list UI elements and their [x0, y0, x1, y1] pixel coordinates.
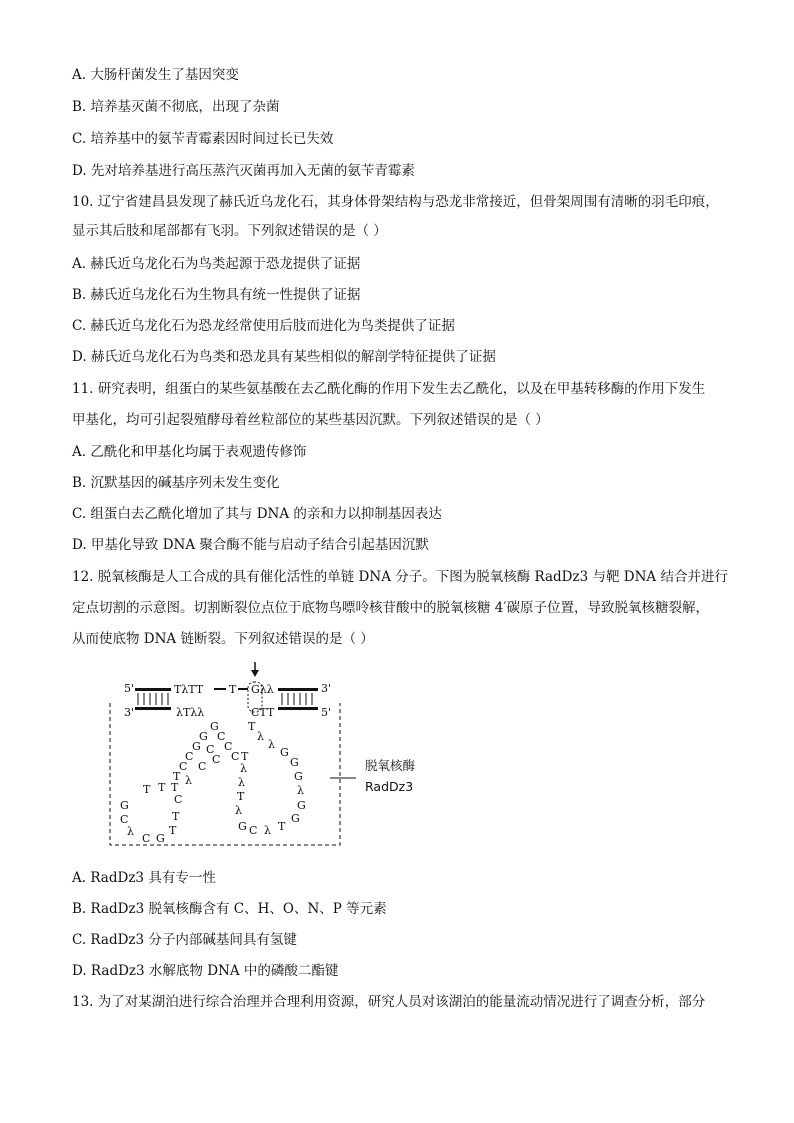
bottom-right-sequence: CTT [251, 706, 275, 719]
q10-option-b: B. 赫氏近乌龙化石为生物具有统一性提供了证据 [72, 287, 361, 303]
svg-text:T: T [278, 820, 286, 833]
top-mid-base: T [229, 683, 237, 696]
svg-text:λ: λ [235, 804, 242, 817]
svg-text:G: G [238, 820, 247, 833]
svg-text:C: C [185, 750, 194, 763]
svg-text:T: T [237, 790, 245, 803]
q12-option-a: A. RadDz3 具有专一性 [72, 870, 216, 886]
top-right-sequence: Gλλ [251, 683, 274, 696]
q9-option-a: A. 大肠杆菌发生了基因突变 [72, 67, 239, 83]
bottom-right-strand [278, 707, 318, 710]
q11-stem-line1: 11. 研究表明，组蛋白的某些氨基酸在去乙酰化酶的作用下发生去乙酰化，以及在甲基转移酶的作用下发生 [72, 381, 706, 397]
base-pair-ticks-left [138, 693, 168, 705]
q13-stem-line1: 13. 为了对某湖泊进行综合治理并合理利用资源，研究人员对该湖泊的能量流动情况进行了调查分析，部分 [72, 994, 706, 1010]
bottom-left-sequence: λTλλ [176, 706, 205, 719]
svg-text:G: G [297, 799, 306, 812]
svg-text:G: G [290, 756, 299, 769]
q11-option-a: A. 乙酰化和甲基化均属于表观遗传修饰 [72, 444, 307, 460]
svg-text:T: T [172, 810, 180, 823]
deoxyribozyme-diagram [100, 660, 440, 850]
q11-option-d: D. 甲基化导致 DNA 聚合酶不能与启动子结合引起基因沉默 [72, 537, 429, 553]
svg-text:G: G [294, 770, 303, 783]
q9-option-b: B. 培养基灭菌不彻底，出现了杂菌 [72, 99, 280, 115]
q12-stem-line3: 从而使底物 DNA 链断裂。下列叙述错误的是（ ） [72, 631, 374, 647]
svg-text:T: T [171, 781, 179, 794]
top-left-strand [135, 688, 171, 691]
svg-text:λ: λ [264, 824, 271, 837]
svg-text:λ: λ [127, 825, 134, 838]
svg-text:G: G [199, 730, 208, 743]
cleavage-arrow-icon [251, 662, 259, 677]
top-strand-connector-2 [238, 688, 248, 690]
svg-text:λ: λ [297, 784, 304, 797]
svg-text:λ: λ [240, 762, 247, 775]
q12-option-b: B. RadDz3 脱氧核酶含有 C、H、O、N、P 等元素 [72, 901, 387, 917]
q11-stem-line2: 甲基化，均可引起裂殖酵母着丝粒部位的某些基因沉默。下列叙述错误的是（ ） [72, 412, 549, 428]
svg-text:T: T [248, 720, 256, 733]
svg-text:C: C [224, 740, 233, 753]
q10-option-a: A. 赫氏近乌龙化石为鸟类起源于恐龙提供了证据 [72, 256, 361, 272]
top-left-sequence: TλTT [174, 683, 204, 696]
svg-text:C: C [249, 824, 258, 837]
q10-stem-line2: 显示其后肢和尾部都有飞羽。下列叙述错误的是（ ） [72, 223, 387, 239]
q9-option-c: C. 培养基中的氨苄青霉素因时间过长已失效 [72, 131, 334, 147]
enzyme-label-cn: 脱氧核酶 [365, 758, 416, 773]
svg-text:T: T [169, 824, 177, 837]
svg-text:C: C [179, 760, 188, 773]
svg-text:T: T [143, 783, 151, 796]
svg-text:T: T [241, 750, 249, 763]
q10-stem-line1: 10. 辽宁省建昌县发现了赫氏近乌龙化石，其身体骨架结构与恐龙非常接近，但骨架周围有清晰的羽毛印痕， [72, 194, 719, 210]
top-strand-5prime: 5' [124, 682, 135, 695]
svg-text:C: C [120, 813, 129, 826]
svg-text:G: G [120, 799, 129, 812]
svg-text:λ: λ [185, 774, 192, 787]
bottom-strand-5prime: 5' [321, 706, 332, 719]
top-strand-connector [214, 688, 226, 690]
svg-text:T: T [173, 770, 181, 783]
svg-text:G: G [280, 746, 289, 759]
svg-text:G: G [291, 812, 300, 825]
svg-text:G: G [210, 720, 219, 733]
svg-text:λ: λ [268, 738, 275, 751]
bottom-strand-3prime: 3' [124, 706, 135, 719]
svg-text:λ: λ [257, 730, 264, 743]
enzyme-outline [110, 703, 340, 845]
q12-stem-line2: 定点切割的示意图。切割断裂位点位于底物鸟嘌呤核苷酸中的脱氧核糖 4′碳原子位置，导致脱氧核糖裂解， [72, 600, 709, 616]
svg-text:C: C [231, 750, 240, 763]
svg-text:C: C [198, 760, 207, 773]
q10-option-c: C. 赫氏近乌龙化石为恐龙经常使用后肢而进化为鸟类提供了证据 [72, 318, 455, 334]
bottom-left-strand [135, 707, 171, 710]
top-strand-3prime: 3' [321, 682, 332, 695]
enzyme-loop-bases [120, 720, 306, 845]
svg-text:T: T [158, 781, 166, 794]
q12-option-d: D. RadDz3 水解底物 DNA 中的磷酸二酯键 [72, 963, 339, 979]
svg-text:C: C [206, 743, 215, 756]
q10-option-d: D. 赫氏近乌龙化石为鸟类和恐龙具有某些相似的解剖学特征提供了证据 [72, 349, 496, 365]
svg-text:C: C [174, 793, 183, 806]
svg-text:G: G [192, 740, 201, 753]
svg-text:G: G [156, 832, 165, 845]
svg-text:λ: λ [238, 776, 245, 789]
q11-option-c: C. 组蛋白去乙酰化增加了其与 DNA 的亲和力以抑制基因表达 [72, 506, 442, 522]
q12-option-c: C. RadDz3 分子内部碱基间具有氢键 [72, 932, 297, 948]
q12-stem-line1: 12. 脱氧核酶是人工合成的具有催化活性的单链 DNA 分子。下图为脱氧核酶 RadDz3 与靶 DNA 结合并进行 [72, 569, 728, 585]
q11-option-b: B. 沉默基因的碱基序列未发生变化 [72, 475, 280, 491]
q9-option-d: D. 先对培养基进行高压蒸汽灭菌再加入无菌的氨苄青霉素 [72, 163, 415, 179]
svg-text:C: C [217, 730, 226, 743]
svg-text:C: C [142, 832, 151, 845]
base-pair-ticks-right [282, 693, 312, 705]
svg-text:C: C [212, 753, 221, 766]
top-right-strand [278, 688, 318, 691]
enzyme-label-en: RadDz3 [365, 779, 414, 794]
